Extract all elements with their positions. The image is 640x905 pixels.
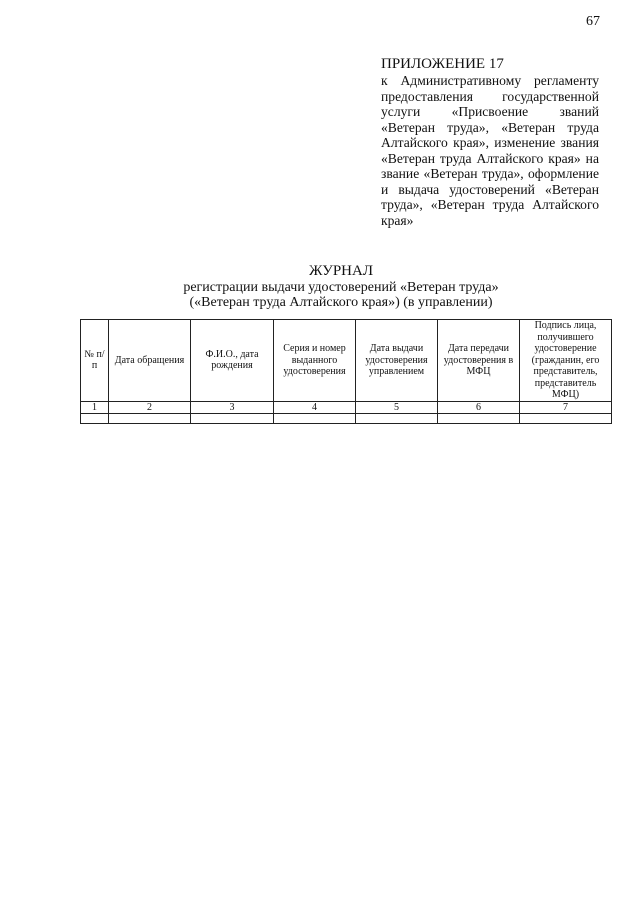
page-number: 67 (586, 14, 600, 29)
table-header-row (81, 320, 612, 402)
empty-cell (81, 413, 109, 423)
empty-cell (438, 413, 520, 423)
journal-subtitle-line2: («Ветеран труда Алтайского края») (в управлении) (189, 295, 493, 310)
column-header-signature: Подпись лица, получившего удостоверение (гражданин, его представитель, представитель МФЦ) (520, 320, 612, 402)
column-header-request-date: Дата обращения (109, 320, 191, 402)
column-number-cell: 1 (81, 401, 109, 413)
column-number-cell: 7 (520, 401, 612, 413)
column-number-cell: 2 (109, 401, 191, 413)
column-header-issue-date: Дата выдачи удостоверения управлением (356, 320, 438, 402)
column-header-transfer-date: Дата передачи удостоверения в МФЦ (438, 320, 520, 402)
empty-cell (274, 413, 356, 423)
appendix-text: к Административному регламенту предоставления государственной услуги «Присвоение званий «Ветеран труда», «Ветеран труда Алтайского края», изменение звания «Ветеран труда Алтайского края» на звание «Ветеран труда», оформление и выдача удостоверений «Ветеран труда», «Ветеран труда Алтайского края» (381, 73, 599, 228)
journal-subtitle-line1: регистрации выдачи удостоверений «Ветеран труда» (183, 280, 499, 295)
appendix-block (381, 56, 599, 228)
empty-cell (109, 413, 191, 423)
registration-table (80, 319, 612, 424)
column-number-cell: 5 (356, 401, 438, 413)
column-header-certificate-series: Серия и номер выданного удостоверения (274, 320, 356, 402)
column-header-name-birthdate: Ф.И.О., дата рождения (191, 320, 274, 402)
journal-heading (0, 263, 640, 310)
column-header-number: № п/п (81, 320, 109, 402)
column-number-cell: 6 (438, 401, 520, 413)
column-number-cell: 4 (274, 401, 356, 413)
journal-title: ЖУРНАЛ (308, 263, 374, 279)
empty-cell (191, 413, 274, 423)
appendix-title: ПРИЛОЖЕНИЕ 17 (381, 56, 504, 72)
table-row (81, 413, 612, 423)
table-column-number-row (81, 401, 612, 413)
empty-cell (356, 413, 438, 423)
column-number-cell: 3 (191, 401, 274, 413)
empty-cell (520, 413, 612, 423)
